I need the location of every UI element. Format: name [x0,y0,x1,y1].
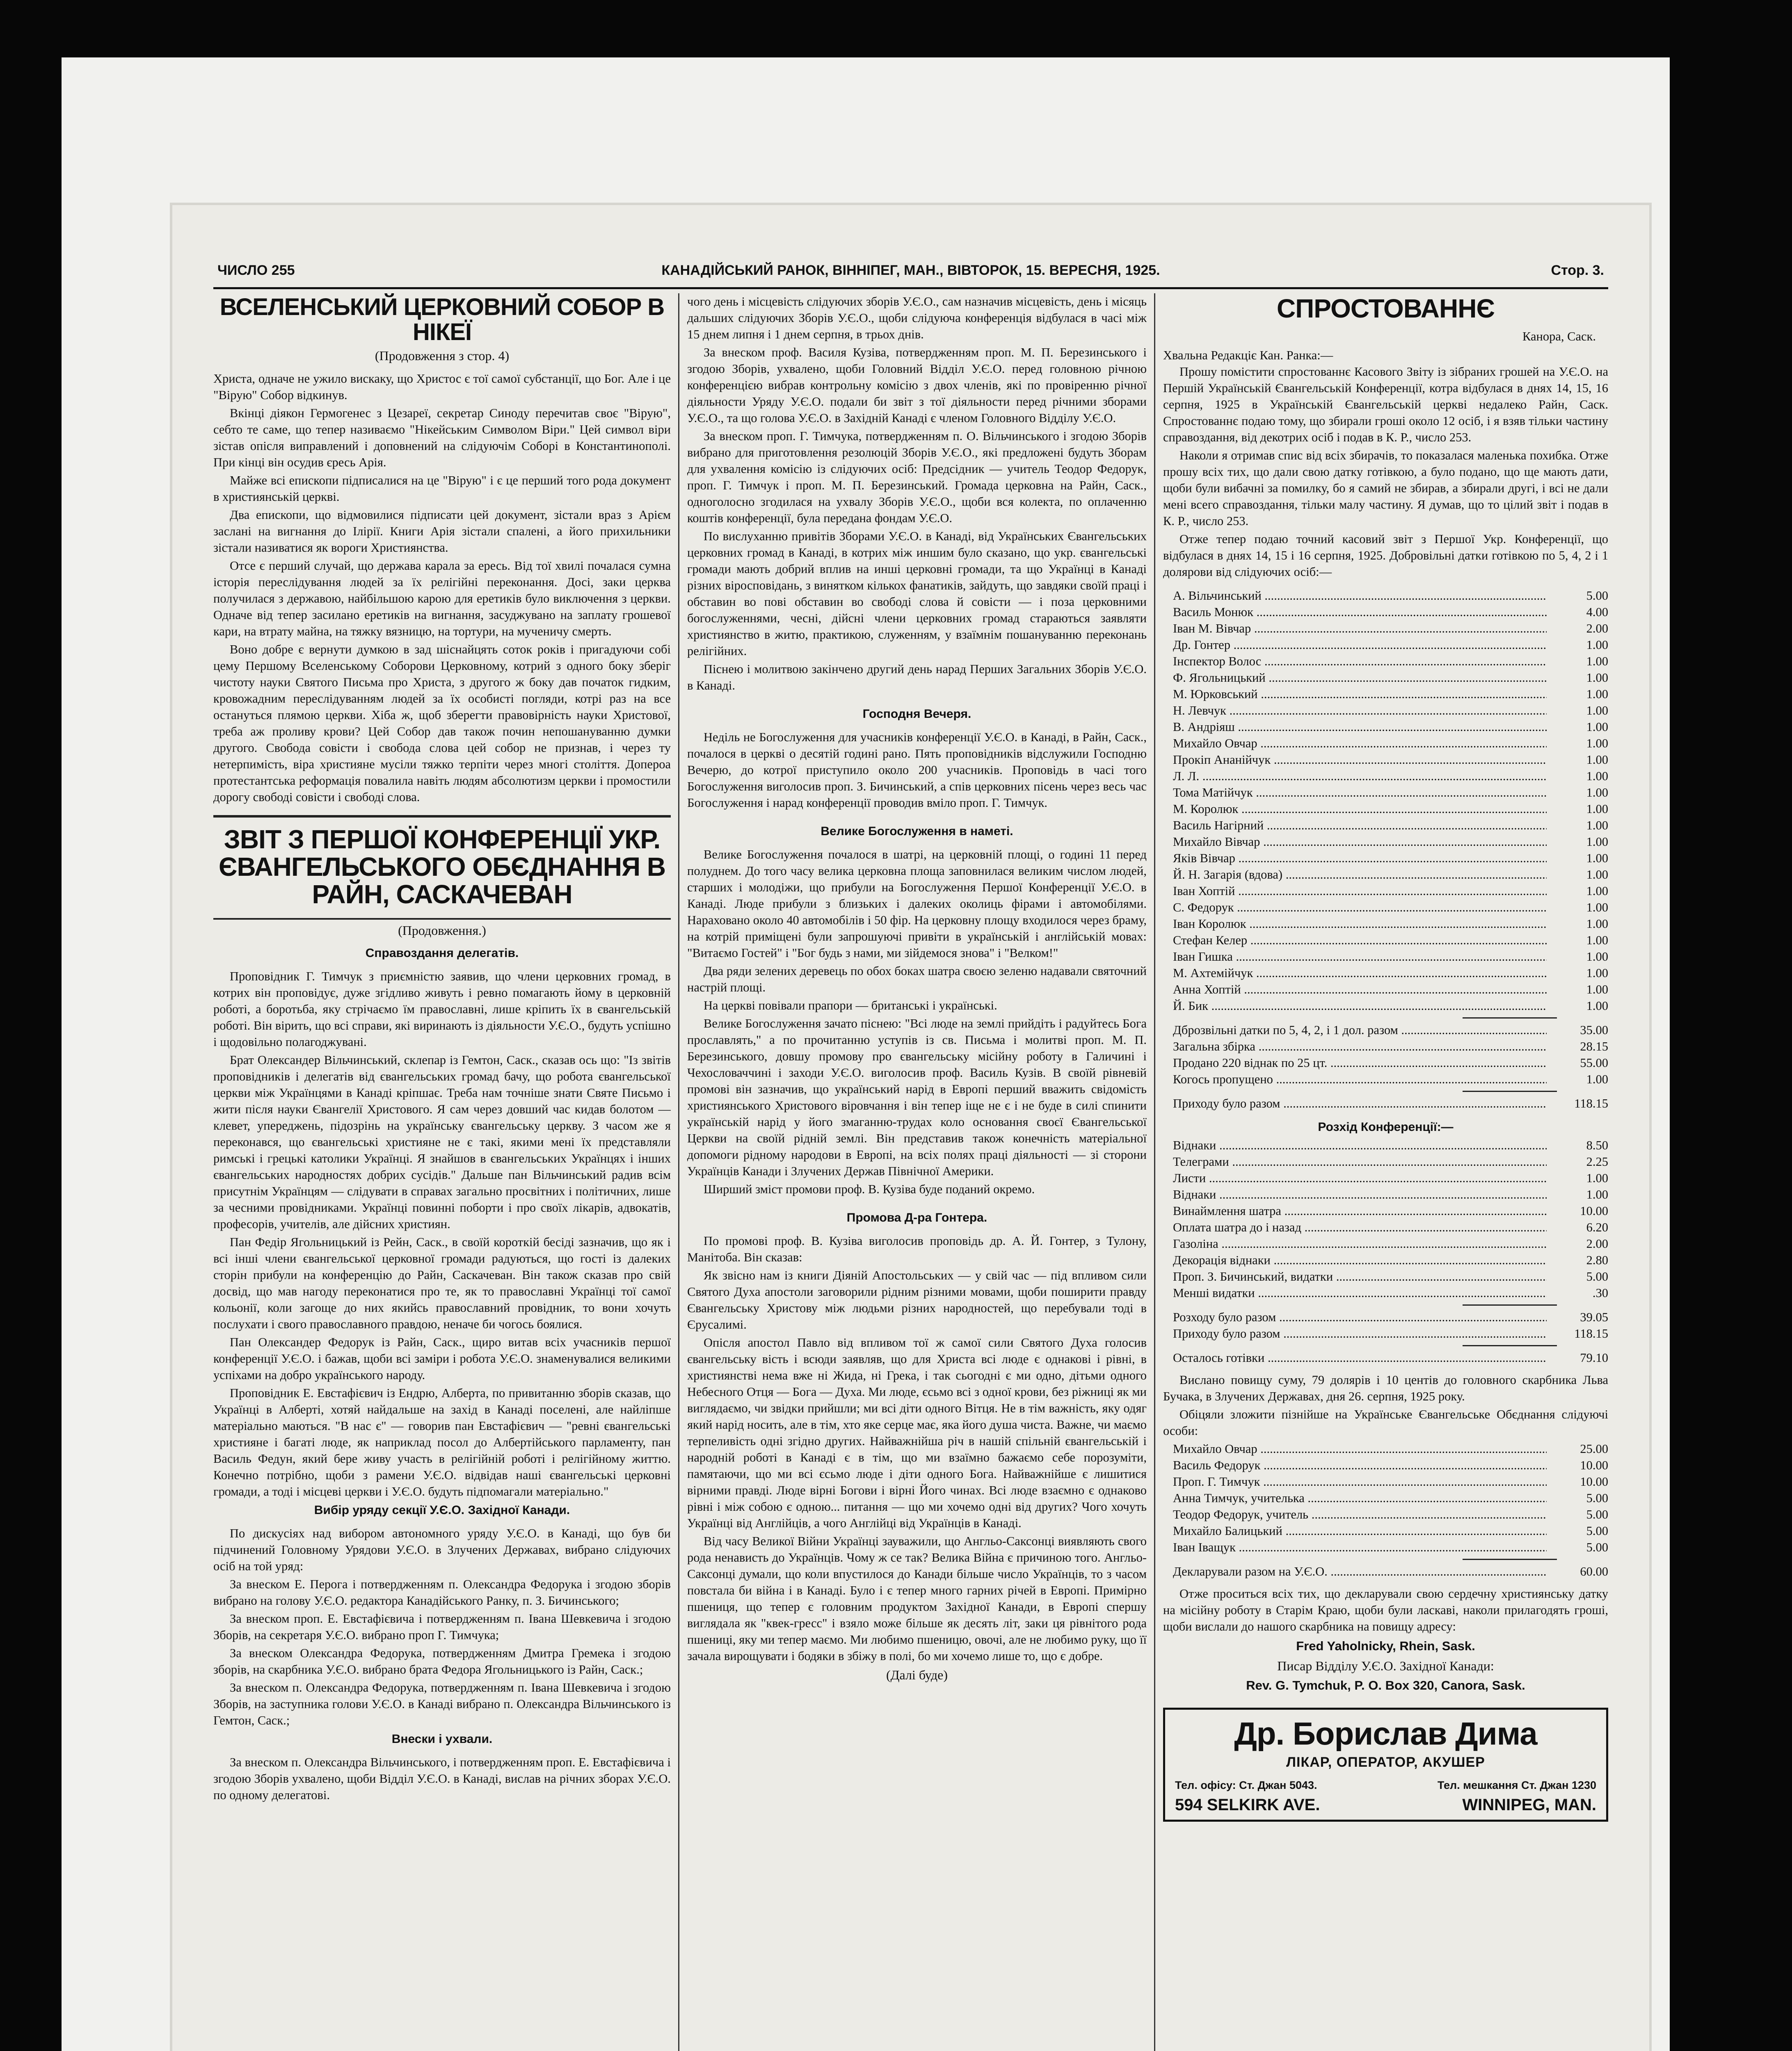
income-summary [1163,1022,1608,1087]
ledger-row [1163,1473,1608,1490]
ledger-amount: 5.00 [1586,1491,1608,1505]
ledger-amount: 1.00 [1586,884,1608,898]
section-heading: Господня Вечеря. [862,707,971,721]
column-1 [213,293,671,2051]
ledger-row [1163,702,1608,719]
section-rule [213,918,671,920]
ledger-label: Проп. Г. Тимчук ..... [1163,1473,1547,1490]
ledger-label: Др. Гонтер ..... [1163,637,1547,653]
paragraph: На церкві повівали прапори — британські і українські. [704,998,997,1012]
ledger-label: Продано 220 віднак по 25 цт. ..... [1163,1055,1547,1071]
ledger-row [1163,620,1608,637]
ledger-row [1163,1219,1608,1236]
paragraph: Майже всі епископи підписалися на це "Вірую" і є це перший того рода документ в християнській церкві. [213,473,671,504]
ledger-row [1163,1252,1608,1268]
ledger-row [1163,948,1608,965]
paragraph: Від часу Великої Війни Українці зауважили, що Англьо-Саксонці виявляють свого рода ненависть до Українців. Чому ж се так? Велика Війна є причиною того. Англьо-Саксонці думали, що коли впустилося до Канади більше число Українців, то з часом повстала би війна і в Канаді. Було і є тепер много гарних річей в Европі. Примірно пшениця, що тепер є головним продуктом Західної Канади, в Европі спершу виглядала як "квек-гресс" і взяло може більше як десять літ, заки ця рівнітого рода пшениці, яку ми тепер маємо. Ми любимо пшеницю, овочі, але не любимо руку, що її зачала вирощувати і бодяки в збіжу в полі, бо ми хочемо лише то, що є добре. [687,1534,1147,1663]
ledger-amount: 2.80 [1586,1253,1608,1268]
paragraph: Пан Федір Ягольницький із Рейн, Саск., в своїй короткій бесіді зазначив, що як і всі інші члени євангельської церковної громади радуються, що гості із далеких сторін прибули на конференцію до Райн, Саскачеван. Він також сказав про свій досвід, що мав нагоду переконатися про те, як то православні Українці тої самої кольонії, коли загоще до них якийсь православний провідник, то вони хочуть послухати і свого православного правдою, неначе би чогось боялися. [213,1235,671,1332]
ledger-row [1163,751,1608,768]
ledger-label: М. Королюк ..... [1163,801,1547,817]
paragraph: Наколи я отримав спис від всіх збирачів, то показалася маленька похибка. Отже прошу всіх тих, що дали свою датку готівкою, а було подано, що ще мають дати, щоби були вибачні за помилку, бо я самий не збирав, а збирали другі, і всі не дали мені всего справоздання, тільки малу частину. Я думав, що то цілий звіт і подав в К. Р., число 253. [1163,448,1608,528]
ledger-label: Винаймлення шатра ..... [1163,1203,1547,1219]
ledger-amount: 1.00 [1586,835,1608,849]
ledger-amount: 1.00 [1586,736,1608,751]
ledger-label: Телеграми ..... [1163,1153,1547,1170]
column-3 [1163,293,1608,2051]
expense-list [1163,1137,1608,1301]
paragraph: За внеском проп. Е. Евстафієвича і потвердженням п. Івана Шевкевича і згодою Зборів, на секретаря У.Є.О. вибрано проп Г. Тимчука; [213,1612,671,1642]
ledger-label: Декорація віднаки ..... [1163,1252,1547,1268]
ledger-amount: 1.00 [1586,786,1608,800]
ledger-label: Осталось готівки ..... [1163,1350,1547,1366]
ledger-amount: 1.00 [1586,654,1608,669]
ledger-label: Михайло Балицький ..... [1163,1523,1547,1539]
ledger-label: Василь Нагірний ..... [1163,817,1547,834]
ledger-label: Іван Королюк ..... [1163,916,1547,932]
ledger-label: Віднаки ..... [1163,1137,1547,1153]
ad-phones [1175,1777,1596,1793]
ledger-amount: 1.00 [1586,802,1608,816]
paragraph: чого день і місцевість слідуючих зборів У.Є.О., сам назначив місцевість, день і місяць дальших слідуючих Зборів У.Є.О., щоби слідуюча конференція відбулася в часі між 15 днем липня і 1 днем серпня, в трьох днів. [687,295,1147,341]
ledger-label: Іван Іващук ..... [1163,1539,1547,1555]
ledger-label: Газоліна ..... [1163,1236,1547,1252]
column-divider [1154,293,1155,2051]
ledger-row [1163,1095,1608,1112]
paragraph: Вкінці діякон Гермогенес з Цезареї, секретар Синоду перечитав своє "Вірую", себто те саме, що тепер називаємо "Нікейським Символом Віри." Цей символ віри зістав опісля виправлений і доповнений на слідуючім Соборі в Константинополі. При кінці він осудив єресь Арія. [213,406,671,469]
ad-address [1175,1797,1596,1813]
sum-rule [1463,1559,1557,1560]
ledger-amount: 1.00 [1586,999,1608,1013]
ledger-label: Теодор Федорук, учитель ..... [1163,1506,1547,1523]
page-number: Стор. 3. [1551,263,1604,278]
pledge-list [1163,1441,1608,1555]
ledger-label: Проп. З. Бичинський, видатки ..... [1163,1268,1547,1285]
ledger-label: Михайло Овчар ..... [1163,735,1547,751]
paragraph: Опісля апостол Павло від впливом тої ж самої сили Святого Духа голосив євангельську вість і всюди заявляв, що для Христа всі люде є однакові і рівні, в християнстві нема вже ні Жида, ні Грека, і так сьогодні є ми одно, дітьми одного Небесного Отця — Бога — Духа. Ми люде, єсьмо всі з одної крови, без ріжниці як ми виглядаємо, чи звідки прийшли; ми всі діти одного Вітця. Не в тім важність, яку одяг який нарід носить, але в тім, хто яке серце має, яка його душа чиста. Важне, чи маємо терпеливість одні згідно других. Найважнійша річ в нашій спільній євангельській і народній роботі в Канаді є в тім, що ми взаїмно бажаємо себе порозуміти, памятаючи, що ми всі єсьмо люде і діти одного Бога. Найважнійше є лишитися вірними правді. Люде вірні Богови і вірні Його чинах. Всі люде взаємно є однаково рівні і між собою є одною... питання — що ми хочемо одні від других? Чого хочуть Українці від Англійців, а чого Англійці від Українців в Канаді. [687,1336,1147,1530]
ledger-row [1163,1490,1608,1506]
ledger-row [1163,850,1608,866]
signature: Fred Yaholnicky, Rhein, Sask. [1296,1639,1475,1654]
section-rule [213,815,671,818]
ledger-amount: 79.10 [1580,1351,1608,1365]
ledger-row [1163,587,1608,604]
ledger-row [1163,1268,1608,1285]
ledger-row [1163,1325,1608,1342]
ledger-amount: 39.05 [1580,1310,1608,1325]
ledger-amount: 25.00 [1580,1442,1608,1456]
ledger-amount: 2.00 [1586,621,1608,636]
ledger-amount: 1.00 [1586,966,1608,980]
ledger-label: С. Федорук ..... [1163,899,1547,916]
paragraph: Прошу помістити спростованнє Касового Звіту із зібраних грошей на У.Є.О. на Першій Українській Євангельській Конференції, котра відбулася в днях 14, 15, 16 серпня, 1925 в Українській Євангельській церкві недалеко Райн, Саск. Спростованнє подаю тому, що збирали гроші около 12 осіб, і я взяв тільки частину справоздання, від декотрих осіб і подав в К. Р., число 253. [1163,365,1608,445]
ledger-label: Ф. Ягольницький ..... [1163,669,1547,686]
ledger-row [1163,1071,1608,1087]
ledger-amount: 55.00 [1580,1056,1608,1070]
paragraph: Як звісно нам із книги Діяній Апостольських — у свій час — під впливом сили Святого Духа апостоли заговорили рідним різними мовами, щоби поширити правду Євангельську Христову між людьми різних народностей, що перебували тоді в Єрусалимі. [687,1268,1147,1332]
ledger-row [1163,899,1608,916]
paragraph: Обіцяли зложити пізнійше на Українське Євангельське Обєднання слідуючі особи: [1163,1407,1608,1438]
ledger-row [1163,669,1608,686]
ledger-row [1163,1350,1608,1366]
newspaper-page [172,205,1649,2051]
ledger-label: Анна Хоптій ..... [1163,981,1547,998]
letter-place: Канора, Саск. [1522,329,1596,344]
ledger-amount: .30 [1592,1286,1608,1300]
ledger-row [1163,1441,1608,1457]
ledger-row [1163,1523,1608,1539]
ledger-amount: 1.00 [1586,1171,1608,1185]
ledger-row [1163,1309,1608,1325]
masthead-line: КАНАДІЙСЬКИЙ РАНОК, ВІННІПЕГ, МАН., ВІВТОРОК, 15. ВЕРЕСНЯ, 1925. [661,263,1160,278]
ledger-label: Віднаки ..... [1163,1186,1547,1203]
section-heading: Вибір уряду секції У.Є.О. Західної Канади. [314,1503,570,1517]
ledger-label: Василь Федорук ..... [1163,1457,1547,1473]
paragraph: Проповідник Г. Тимчук з приємністю заявив, що члени церковних громад, в котрих він проповідує, дуже згідливо живуть і ревно помагають йому в церковній роботі, а боротьба, яку стрічаємо їм православні, лише кріпить їх в євангельській роботі. Він вірить, що всі справи, які виринають із діяльности У.Є.О., будуть успішно і щодовільно полагоджувані. [213,969,671,1049]
ledger-amount: 118.15 [1574,1096,1608,1111]
paragraph: За внеском Олександра Федорука, потвердженням Дмитра Гремека і згодою зборів, на скарбника У.Є.О. вибрано брата Федора Ягольницького із Райн, Саск.; [213,1646,671,1677]
ledger-label: Тома Матійчук ..... [1163,784,1547,801]
signature: Rev. G. Tymchuk, P. O. Box 320, Canora, Sask. [1246,1678,1525,1693]
ledger-label: Й. Бик ..... [1163,998,1547,1014]
ledger-label: А. Вільчинський ..... [1163,587,1547,604]
ledger-row [1163,1038,1608,1055]
ledger-row [1163,768,1608,784]
ledger-amount: 8.50 [1586,1138,1608,1153]
ledger-label: Менші видатки ..... [1163,1285,1547,1301]
ledger-label: Приходу було разом ..... [1163,1325,1547,1342]
ledger-label: Анна Тимчук, учителька ..... [1163,1490,1547,1506]
ledger-amount: 1.00 [1586,818,1608,833]
ledger-amount: 1.00 [1586,900,1608,915]
ledger-label: Листи ..... [1163,1170,1547,1186]
ledger-amount: 1.00 [1586,982,1608,997]
paragraph: Отсе є перший случай, що держава карала за ересь. Від тої хвилі почалася сумна історія переслідування людей за їх релігійні переконання. Досі, заки церква получилася з державою, найбільшою карою для еретиків було виключення з церкви. Одначе від тепер засилано еретиків на вигнання, засуджувано на заплату грошевої кари, на втрату майна, на тяжку вязницю, на тортури, на мученичу смерть. [213,558,671,638]
header-rule [213,287,1608,289]
ledger-amount: 10.00 [1580,1204,1608,1218]
ledger-amount: 1.00 [1586,638,1608,652]
ledger-amount: 4.00 [1586,605,1608,619]
ledger-label: Декларували разом на У.Є.О. ..... [1163,1563,1547,1580]
ledger-amount: 1.00 [1586,671,1608,685]
paragraph: Велике Богослуження зачато піснею: "Всі люде на землі прийдіть і радуйтесь Бога прославлять," а по прочитанню уступів із св. Письма і молитві проп. М. П. Березинського, довшу промову про євангельську місійну роботу в Галичині і Чехословаччині і заходи У.Є.О. виголосив проф. Василь Кузів. В своїй рівневій промові він зазначив, що український нарід в Европі перший вважить свідомість християнського Христового віровчання і він тепер іще не є і не буде в силі спинити українській нарід у його змаганню-трудах коло основання своєї Євангельської Церкви на своїй рідній землі. Він представив також конечність матеріальної допомоги рідному народови в Европі, на всіх полях праці діяльності — зі сторони Українців Канади і Злучених Держав Північної Америки. [687,1016,1147,1178]
ledger-amount: 10.00 [1580,1458,1608,1473]
ledger-row [1163,998,1608,1014]
paragraph: Велике Богослуження почалося в шатрі, на церковній площі, о годині 11 перед полуднем. До того часу велика церковна площа заповнилася великим числом людей, старших і молодіжи, що прибули на Богослуження Першої Конференції У.Є.О. в Канаді. Люде прибули з близьких і далеких околиць фірами і автомобілями. Нараховано около 40 автомобілів і 50 фір. На церковну площу входилося через браму, на котрій приміщені були запрошуючі привіти в українській і англійській мовах: "Витаємо Гостей" і "Бог будь з нами, ми зійдемося знова" і "Велком!" [687,847,1147,960]
ledger-label: Л. Л. ..... [1163,768,1547,784]
ledger-row [1163,1539,1608,1555]
column-divider [678,293,679,2051]
ledger-amount: 1.00 [1586,720,1608,734]
ad-home-phone: Тел. мешкання Ст. Джан 1230 [1437,1779,1596,1791]
ad-doctor-name: Др. Борислав Дима [1234,1715,1537,1752]
ledger-row [1163,1203,1608,1219]
paragraph: По вислуханню привітів Зборами У.Є.О. в Канаді, від Українських Євангельських церковних громад в Канаді, в котрих між иншим було сказано, що укр. євангельські громади мають добрий вплив на инші церковні громади, та що Українці в Канаді різних віросповідань, з винятком кількох фанатиків, зайдуть, що завдяки своїй праці і обставин во пові обставин во свободі слова й совісти — і поза церковними богослуженнями, чесні, дійсні члени церковних громад стараються заявляти християнство в житю, практикою, служенням, у взаїмнім пошануванню переконань релігійних. [687,529,1147,658]
paragraph: Неділь не Богослуження для учасників конференції У.Є.О. в Канаді, в Райн, Саск., почалося в церкві о десятій годині рано. Пять проповідників відслужили Господню Вечерю, до котрої приступило около 200 учасників. Проповідь в часі того Богослуження виголосив проп. З. Бичинський, а спів церковних пісень через весь час Богослуження і нарад конференції проводив вміло проп. Г. Тимчук. [687,730,1147,810]
ledger-row [1163,1506,1608,1523]
ledger-label: Приходу було разом ..... [1163,1095,1547,1112]
ledger-label: Загальна збірка ..... [1163,1038,1547,1055]
ledger-row [1163,653,1608,669]
ledger-amount: 2.25 [1586,1155,1608,1169]
ledger-amount: 5.00 [1586,589,1608,603]
sum-rule [1463,1304,1557,1306]
continued-note: (Далі буде) [886,1667,948,1682]
ledger-label: М. Ахтемійчук ..... [1163,965,1547,981]
ledger-row [1163,916,1608,932]
ledger-label: Стефан Келер ..... [1163,932,1547,948]
ledger-amount: 1.00 [1586,687,1608,701]
ledger-row [1163,817,1608,834]
ledger-row [1163,686,1608,702]
ledger-label: Прокіп Ананійчук ..... [1163,751,1547,768]
ledger-amount: 1.00 [1586,917,1608,931]
ledger-amount: 1.00 [1586,703,1608,718]
ledger-row [1163,834,1608,850]
letter-salutation: Хвальна Редакціє Кан. Ранка:— [1163,348,1333,363]
ledger-amount: 60.00 [1580,1565,1608,1579]
ledger-row [1163,932,1608,948]
ledger-amount: 5.00 [1586,1524,1608,1538]
ledger-row [1163,1137,1608,1153]
ledger-row [1163,981,1608,998]
ledger-label: Когось пропущено ..... [1163,1071,1547,1087]
ledger-amount: 5.00 [1586,1540,1608,1555]
ledger-row [1163,801,1608,817]
ledger-label: Й. Н. Загарія (вдова) ..... [1163,866,1547,883]
paragraph: По промові проф. В. Кузіва виголосив проповідь др. А. Й. Гонтер, з Тулону, Манітоба. Він сказав: [687,1234,1147,1264]
paragraph: Отже проситься всіх тих, що декларували свою сердечну християнську датку на місійну роботу в Старім Краю, щоби були ласкаві, наколи прилагодять гроші, щоби вислали до нашого скарбника на повищу адресу: [1163,1587,1608,1634]
section-heading: Розхід Конференції:— [1318,1120,1454,1134]
ledger-amount: 1.00 [1586,1072,1608,1087]
ad-office-phone: Тел. офісу: Ст. Джан 5043. [1175,1779,1317,1791]
ledger-label: Михайло Овчар ..... [1163,1441,1547,1457]
ledger-amount: 1.00 [1586,753,1608,767]
ledger-row [1163,719,1608,735]
sum-rule [1463,1345,1557,1346]
ledger-amount: 1.00 [1586,1188,1608,1202]
donor-list [1163,587,1608,1014]
paragraph: За внеском проф. Василя Кузіва, потвердженням проп. М. П. Березинського і згодою Зборів, ухвалено, щоби Головний Відділ У.Є.О. перед головною річною конференцією вибрав контрольну комісію з двох членів, які по провіренню річної діяльности Уряду У.Є.О. подали би звіт з тої діяльности перед річними зборами У.Є.О., та що голова У.Є.О. в Західній Канаді є членом Головного Відділу У.Є.О. [687,345,1147,425]
ledger-label: Іван М. Вівчар ..... [1163,620,1547,637]
article-headline: СПРОСТОВАННЄ [1277,294,1495,323]
section-heading: Велике Богослуження в наметі. [821,825,1013,838]
ledger-amount: 5.00 [1586,1507,1608,1522]
ledger-label: Яків Вівчар ..... [1163,850,1547,866]
ledger-row [1163,1563,1608,1580]
paragraph: Ширший зміст промови проф. В. Кузіва буде поданий окремо. [704,1182,1035,1196]
issue-number: ЧИСЛО 255 [217,263,295,278]
ledger-amount: 1.00 [1586,769,1608,783]
ledger-row [1163,735,1608,751]
paragraph: За внеском проп. Г. Тимчука, потвердженням п. О. Вільчинського і згодою Зборів вибрано для приготовлення резолюцій Зборів У.Є.О., які предложені будуть Зборам для ухвалення комісію із слідуючих осіб: Предсідник — учитель Теодор Федорук, проп. Г. Тимчук і проп. М. П. Березинський. Громада церковна на Райн, Саск., одноголосно згодилася на ухвалу Зборів У.Є.О., щоби вся колекта, по оплаченню коштів конференції, була передана фондам У.Є.О. [687,429,1147,525]
ledger-label: Розходу було разом ..... [1163,1309,1547,1325]
sum-rule [1463,1091,1557,1092]
section-heading: Справоздання делегатів. [365,946,519,960]
ledger-row [1163,1236,1608,1252]
paragraph: Вислано повищу суму, 79 долярів і 10 центів до головного скарбника Льва Бучака, в Злучених Державах, дня 26. серпня, 1925 року. [1163,1373,1608,1404]
ledger-amount: 10.00 [1580,1475,1608,1489]
ledger-label: Дброзвільні датки по 5, 4, 2, і 1 дол. разом ..... [1163,1022,1547,1038]
paragraph: Отже тепер подаю точний касовий звіт з Першої Укр. Конференції, що відбулася в днях 14, 15 і 16 серпня, 1925. Добровільні датки готівкою по 5, 4, 2 і 1 долярови від слідуючих осіб:— [1163,532,1608,579]
paragraph: Христа, одначе не ужило вискаку, що Христос є тої самої субстанції, що Бог. Але і це "Вірую" Собор відкинув. [213,371,671,402]
ledger-label: М. Юрковський ..... [1163,686,1547,702]
ledger-amount: 6.20 [1586,1220,1608,1235]
ledger-row [1163,1457,1608,1473]
ledger-row [1163,1153,1608,1170]
ledger-row [1163,1186,1608,1203]
ledger-label: Михайло Вівчар ..... [1163,834,1547,850]
ad-profession: ЛІКАР, ОПЕРАТОР, АКУШЕР [1286,1754,1485,1770]
ledger-label: Інспектор Волос ..... [1163,653,1547,669]
sum-rule [1463,1017,1557,1019]
ledger-amount: 118.15 [1574,1327,1608,1341]
ledger-amount: 1.00 [1586,933,1608,948]
ledger-row [1163,883,1608,899]
column-2 [687,293,1147,2051]
ledger-label: Н. Левчук ..... [1163,702,1547,719]
ledger-row [1163,637,1608,653]
ledger-amount: 1.00 [1586,868,1608,882]
ledger-amount: 5.00 [1586,1270,1608,1284]
paragraph: Піснею і молитвою закінчено другий день нарад Перших Загальних Зборів У.Є.О. в Канаді. [687,662,1147,692]
paragraph: Пан Олександер Федорук із Райн, Саск., щиро витав всіх учасників першої конференції У.Є.О. і бажав, щоби всі заміри і робота У.Є.О. знаменувалися великими успіхами на добро українського народу. [213,1335,671,1382]
paragraph: Воно добре є вернути думкою в зад шіснайцять соток років і пригадуючи собі цему Першому Вселенському Соборови Церковному, котрий з одного боку зберіг чистоту науки Святого Письма про Христа, з другого ж боку дав початок гидким, кровожадним переслідуванням людей за їх особисті погляди, котрі раз на все остануться плямою церкви. Хіба ж, щоб зберегти правовірність науки Христової, треба аж проливу крови? Цей Собор дав також почин непошануванню думки другого. Свобода совісти і свобода слова цей собор не признав, і через ту нетерпимість, віра християне мусіли тяжко терпіти через многі століття. Допероа протестантська реформація повалила навіть людям абсолютизм церкви і промостили дорогу свободі совісти і свободі слова. [213,642,671,804]
ledger-row [1163,1055,1608,1071]
paragraph: По дискусіях над вибором автономного уряду У.Є.О. в Канаді, що був би підчинений Головному Урядови У.Є.О. в Злучених Державах, вибрано слідуючих осіб на той уряд: [213,1526,671,1574]
paragraph: Брат Олександер Вільчинський, склепар із Гемтон, Саск., сказав ось що: "Із звітів проповідників і делегатів від євангельських громад бачу, що робота євангельської церкви між Українцями в Канаді кріпшає. Треба нам точніше знати Святе Письмо і жити після науки Євангелії Христового. Я сам через довший час кидав болотом — клевет, упереджень, підозрінь на українську євангельську церкву. З часом же я переконався, що євангельські християне не є такі, якими мені їх представляли римські і грецькі католики Українці. Я знайшов в євангельських Українцях і інших євангельських народностях добрих сусідів." Дальше пан Вільчинський радив всім присутнім Українцям — слідувати в справах загально просвітних і політичних, лише за чесними провідниками. Українці повинні поборти і про своїх лікарів, адвокатів, професорів, учителів, але дійсних християн. [213,1053,671,1231]
ledger-amount: 1.00 [1586,851,1608,866]
paragraph: Два ряди зелених деревець по обох боках шатра своєю зеленю надавали святочний настрій площі. [687,964,1147,994]
ledger-row [1163,1170,1608,1186]
section-heading: Внески і ухвали. [391,1732,493,1746]
page-header [217,258,1604,283]
article-headline: ВСЕЛЕНСЬКИЙ ЦЕРКОВНИЙ СОБОР В НІКЕЇ [219,294,665,345]
section-heading: Промова Д-ра Гонтера. [846,1211,987,1224]
article-headline: ЗВІТ З ПЕРШОЇ КОНФЕРЕНЦІЇ УКР. ЄВАНГЕЛЬСЬКОГО ОБЄДНАННЯ В РАЙН, САСКАЧЕВАН [218,824,666,909]
article-subhead: (Продовження.) [398,923,486,938]
ledger-row [1163,1285,1608,1301]
paragraph: Проповідник Е. Евстафієвич із Ендрю, Алберта, по привитанню зборів сказав, що Українці в Алберті, хотяй найдальше на захід в Канаді поселені, але найліпше матеріально маються. "В нас є" — говорив пан Евстафієвич — "ревні євангельські християне і багаті люде, як наприклад посол до Албертійського парламенту, пан Василь Федун, який бере живу участь в релігійній роботі і релігійному життю. Конечно потрібно, щоби з рамени У.Є.О. відвідав наші євангельські церковні громади, а тоді і місцеві церкви і У.Є.О. будуть підпомагали матеріально." [213,1386,671,1499]
balance-list [1163,1309,1608,1342]
ledger-amount: 2.00 [1586,1237,1608,1251]
ledger-amount: 28.15 [1580,1039,1608,1054]
ledger-label: Василь Монюк ..... [1163,604,1547,620]
article-subhead: (Продовження з стор. 4) [375,348,510,363]
paragraph: За внеском Е. Перога і потвердженням п. Олександра Федорука і згодою зборів вибрано на голову У.Є.О. редактора Канадійського Ранку, п. З. Бичинського; [213,1577,671,1608]
ledger-row [1163,965,1608,981]
ledger-label: Оплата шатра до і назад ..... [1163,1219,1547,1236]
doctor-advertisement [1163,1708,1608,1822]
ledger-label: В. Андріяш ..... [1163,719,1547,735]
ad-city: WINNIPEG, MAN. [1462,1795,1596,1814]
ledger-amount: 35.00 [1580,1023,1608,1037]
ledger-row [1163,784,1608,801]
ledger-label: Іван Хоптій ..... [1163,883,1547,899]
ledger-amount: 1.00 [1586,950,1608,964]
ad-street: 594 SELKIRK AVE. [1175,1795,1320,1814]
ledger-row [1163,866,1608,883]
ledger-label: Іван Гишка ..... [1163,948,1547,965]
paragraph: За внеском п. Олександра Вільчинського, і потвердженням проп. Е. Евстафієвича і згодою Зборів ухвалено, щоби Відділ У.Є.О. в Канаді, вислав на річних зборах У.Є.О. по одному делегатові. [213,1755,671,1802]
ledger-row [1163,604,1608,620]
ledger-row [1163,1022,1608,1038]
paragraph: За внеском п. Олександра Федорука, потвердженням п. Івана Шевкевича і згодою Зборів, на заступника голови У.Є.О. в Канаді вибрано п. Олександра Вільчинського із Гемтон, Саск.; [213,1681,671,1728]
paragraph: Два епископи, що відмовилися підписати цей документ, зістали враз з Арієм заслані на вигнання до Ілірії. Книги Арія зістали спалені, а його прихильники зістали називатися як вороги Християнства. [213,507,671,555]
signature-label: Писар Відділу У.Є.О. Західної Канади: [1277,1658,1494,1674]
